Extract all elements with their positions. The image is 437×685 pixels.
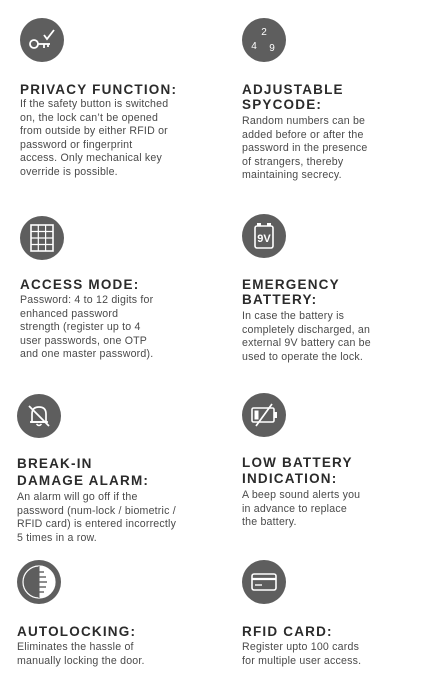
feature-description: Password: 4 to 12 digits for enhanced password strength (register up to 4 user passwords, one OTP and one master password). [20,294,154,361]
feature-title: PRIVACY FUNCTION: [20,82,178,97]
feature-description: Random numbers can be added before or after the password in the presence of strangers, thereby maintaining secrecy. [242,115,368,182]
feature-description: Eliminates the hassle of manually locking the door. [17,641,145,667]
feature-access-mode [20,216,220,376]
key-check-icon [20,18,64,62]
feature-emergency-battery [242,214,432,374]
feature-title: LOW BATTERY INDICATION: [242,455,353,486]
random-digit: 9 [269,43,275,54]
feature-description: Register upto 100 cards for multiple user access. [242,641,362,667]
feature-rfid-card [242,560,432,680]
feature-title: ACCESS MODE: [20,277,140,292]
feature-description: An alarm will go off if the password (num-lock / biometric / RFID card) is entered incorrectly 5 times in a row. [17,491,177,544]
9v-battery-icon [242,214,286,258]
random-digit: 2 [261,27,267,38]
random-digit: 4 [251,41,257,52]
feature-low-battery [242,393,432,543]
feature-description: If the safety button is switched on, the lock can’t be opened from outside by either RFID or password or fingerprint access. Only mechanical key override is possible. [20,98,169,178]
autolock-icon [17,560,61,604]
feature-description: In case the battery is completely discharged, an external 9V battery can be used to operate the lock. [242,310,371,363]
feature-adjustable-spycode [242,18,432,188]
battery-label: 9V [257,233,271,245]
feature-title: BREAK-IN DAMAGE ALARM: [17,456,150,488]
feature-autolocking [17,560,222,680]
bell-off-icon [17,394,61,438]
feature-title: AUTOLOCKING: [17,624,137,639]
feature-privacy-function [20,18,220,188]
rfid-card-icon [242,560,286,604]
feature-title: ADJUSTABLE SPYCODE: [242,82,344,112]
feature-title: EMERGENCY BATTERY: [242,277,340,307]
feature-title: RFID CARD: [242,624,333,639]
random-numbers-icon [242,18,286,62]
feature-description: A beep sound alerts you in advance to replace the battery. [242,489,361,529]
feature-break-in-alarm [17,394,222,554]
keypad-icon [20,216,64,260]
low-battery-icon [242,393,286,437]
